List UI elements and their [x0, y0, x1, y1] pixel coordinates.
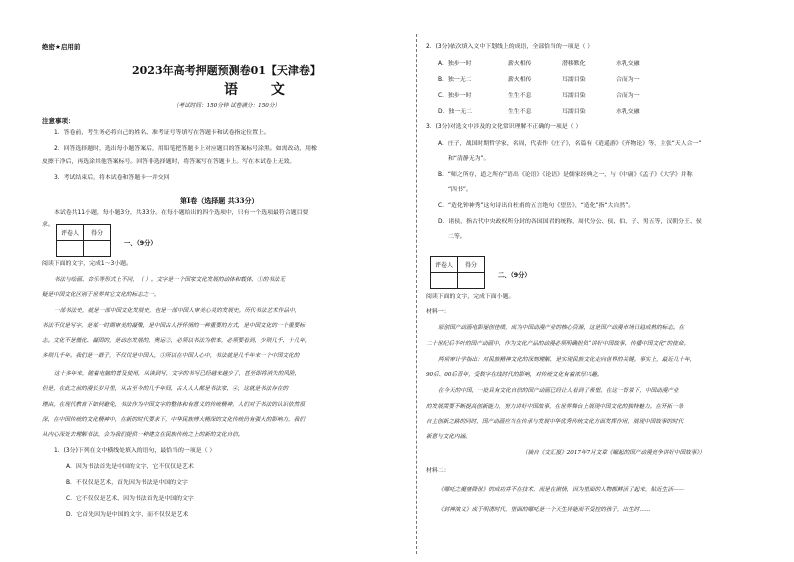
exam-meta: （考试时间：150分钟 试卷满分：150分）: [173, 103, 281, 109]
material1-line: 自主创新之路的同时，国产动画应当在传承与发展中华优秀传统文化方面发挥作用，展现中国故事的时代: [426, 419, 684, 425]
question-1: 1．(3分)下列在文中横线处填入的语句，最恰当的一项是（ ）: [54, 448, 216, 454]
notice-item: 3．考试结束后，将本试卷和答题卡一并交回: [54, 175, 170, 181]
score-header-score: 得分: [84, 225, 111, 241]
question-2: 2．(3分)依次填入文中下划线上的成语，全部恰当的一项是（ ）: [426, 44, 594, 50]
section1-heading: 一、（9分）: [124, 240, 157, 247]
passage-line: 书法不仅是写字，是某一时期审美的凝聚，是中国古人抒怀情的一种重要的方式，是中国文化的一个重要标: [42, 323, 305, 329]
q2-c-word4: 合而为一: [616, 93, 640, 99]
notice-heading: 注意事项：: [42, 117, 75, 125]
passage-line: 书法与绘画、音乐等形式上不同，（ ）。文字是一个国家文化发展的动体和载体，①的书法无: [54, 277, 286, 283]
material2-line: 《哪吒之魔童降世》的成功并不在技术，而是在剧情，因为里面的人物都鲜活了起来，贴近生活——: [438, 487, 685, 493]
q2-b-word1: B．独一无二: [438, 77, 472, 83]
material1-line: 二十世纪后半叶的国产动画中，作为文化产品的动漫必须明确担负“讲好中国故事、传播中国文化”的使命。: [426, 341, 690, 347]
q3-option-d-cont: 二等。: [448, 234, 466, 240]
passage-line: 这十多年来，随着电脑的普及使用，从读到写，文字的书写已经越来越少了，甚至即将消失的风险，: [54, 371, 301, 377]
q3-option-b[interactable]: B．“师之所存，道之所存”语出《论语》《论语》是儒家经典之一，与《中庸》《孟子》《大学》并称: [438, 172, 693, 178]
column-divider: [416, 34, 417, 554]
right-column: [426, 0, 764, 562]
notice-item: 皮擦干净后，再选涂其他答案标号。回答非选择题时，将答案写在答题卡上。写在本试卷上无效。: [42, 159, 296, 165]
q1-option-b[interactable]: B．不仅仅是艺术，首先因为书法是中国的文字: [66, 480, 188, 486]
score-table: [430, 256, 485, 289]
score-header-grader: 评卷人: [431, 257, 458, 273]
passage-line: 但是，在此之前的漫长岁月里，从古至今的几千年间，古人人人都是书法家，④，这就是书法存在的: [42, 386, 289, 392]
q2-d-word3: 耳濡目染: [562, 109, 586, 115]
q2-a-word2: 薪火相传: [508, 61, 532, 67]
score-cell-grader[interactable]: [431, 273, 458, 289]
exam-title: 2023年高考押题预测卷01【天津卷】: [132, 64, 321, 77]
material2-line: 《封神演义》成于明清时代，里面的哪吒是一个天生异能而不受控的孩子，出生时……: [438, 507, 651, 513]
q2-c-word1: C．独步一时: [438, 93, 472, 99]
score-cell-score[interactable]: [458, 273, 485, 289]
material1-line: 的发展需要不断提高创新能力，努力讲好中国故事，在世界舞台上展现中国文化的独特魅力。在开拓一条: [426, 404, 684, 410]
material2-label: 材料二：: [426, 468, 450, 474]
score-table: [56, 224, 111, 257]
part1-intro: 本试卷共11小题，每小题3分，共33分。在每小题给出的四个选项中，只有一个选项最符合题目要: [54, 210, 309, 216]
material1-line: 两项审计学指出：对民族精神文化的深刻理解，是实现民族文化走向世界的关键。事实上，最近几十年，: [438, 357, 696, 363]
q2-d-word2: 生生不息: [508, 109, 532, 115]
question-3: 3．(3分)对选文中涉及的文化常识理解不正确的一项是（ ）: [426, 124, 582, 130]
material1-label: 材料一：: [426, 309, 450, 315]
passage-line: 从内心深处去理解书法，会为我们提供一种建立在民族传统之上的新的文化自信。: [42, 432, 244, 438]
q1-option-d[interactable]: D．它首先因为是中国的文字，而不仅仅是艺术: [66, 512, 189, 518]
q1-option-c[interactable]: C．它不仅仅是艺术，因为书法首先是中国的文字: [66, 496, 194, 502]
q2-c-word3: 耳濡目染: [562, 93, 586, 99]
material1-line: 新意与文化内涵。: [426, 434, 471, 440]
material1-line: 在今天的中国，一批具有文化自信的国产动画已经让人看到了希望。在这一背景下，中国动漫产业: [438, 388, 679, 394]
q3-option-c[interactable]: C．“造化钟神秀”这句诗出自杜甫的五言绝句《望岳》，“造化”指“大自然”。: [438, 203, 635, 209]
q3-option-a-cont: 和“清静无为”。: [448, 156, 490, 162]
passage-line: 理由。在现代教育下如何避免，书法作为中国文字的整体和有意义的传统精神，人们对于书法的认识依然很: [42, 402, 305, 408]
subject-title: 语 文: [224, 82, 299, 98]
notice-item: 2．回答选择题时，选出每小题答案后，用铅笔把答题卡上对应题目的答案标号涂黑。如需改动，用橡: [54, 146, 317, 152]
score-cell-grader[interactable]: [57, 241, 84, 257]
q1-option-a[interactable]: A．因为书法首先是中国的文字，它不仅仅是艺术: [66, 464, 194, 470]
passage-line: 一部书法史，就是一部中国文化发展史，也是一部中国人审美心灵的发展史。历代书法艺术作品中，: [54, 308, 301, 314]
q2-d-word4: 水乳交融: [616, 109, 640, 115]
passage-line: 疑是中国文化区别于世界其它文化的标志之一。: [42, 292, 160, 298]
material1-line: 原创国产动画电影屡创佳绩，成为中国动漫产业的核心资源，这是国产动漫市场日趋成熟的标志。在: [438, 325, 685, 331]
score-cell-score[interactable]: [84, 241, 111, 257]
part1-heading: 第Ⅰ卷（选择题 共33分）: [180, 196, 259, 205]
notice-item: 1．答卷前，考生务必将自己的姓名、准考证号等填写在答题卡和试卷指定位置上。: [54, 130, 270, 136]
q2-a-word4: 水乳交融: [616, 61, 640, 67]
q3-option-a[interactable]: A．庄子，战国时期哲学家，名周，代表作《庄子》，名篇有《逍遥游》《齐物论》等，主张“天人合一”: [438, 141, 702, 147]
material1-line: 90后、00后青年，受数字在线时代的影响，对传统文化有着浓厚兴趣。: [426, 372, 603, 378]
q2-b-word2: 薪火相传: [508, 77, 532, 83]
score-header-score: 得分: [458, 257, 485, 273]
q3-option-b-cont: “四书”。: [448, 187, 472, 193]
passage-line: 多则几千年。我们是一群子，不仅仅是中国人，③所以在中国人心中，书法就是几千年来一个中国文化的: [42, 353, 300, 359]
q2-b-word4: 合而为一: [616, 77, 640, 83]
q2-c-word2: 生生不息: [508, 93, 532, 99]
section2-heading: 二、（9分）: [498, 272, 531, 279]
passage-line: 深，在中国传统的文化精神中，在新的时代要求下，中华民族博大精深的文化传统仍有强大的影响力，我们: [42, 417, 305, 423]
secret-label: 绝密★启用前: [42, 43, 81, 51]
read-prompt-2: 阅读下面的文字，完成下面小题。: [426, 294, 515, 300]
passage-line: 志。文化不是僵化、凝固的，是动态发展的，奥运②，必须以书法为根本，必须要看到，少则几千、十几年，: [42, 338, 311, 344]
read-prompt: 阅读下面的文字，完成1～3小题。: [42, 261, 132, 267]
q2-a-word3: 潜移默化: [562, 61, 586, 67]
citation: （摘自《文汇报》2017年7月文章《崛起的国产动漫竞争讲好中国故事》）: [522, 450, 705, 456]
q2-a-word1: A．独步一时: [438, 61, 472, 67]
score-header-grader: 评卷人: [57, 225, 84, 241]
q2-b-word3: 耳濡目染: [562, 77, 586, 83]
part1-intro-cont: 求。: [42, 222, 54, 228]
q2-d-word1: D．独一无二: [438, 109, 472, 115]
q3-option-d[interactable]: D．诸侯，指古代中央政权所分封的各国国君的统称，周代分公、侯、伯、子、男五等，汉朝分王、侯: [438, 219, 702, 225]
left-column: [34, 0, 410, 562]
